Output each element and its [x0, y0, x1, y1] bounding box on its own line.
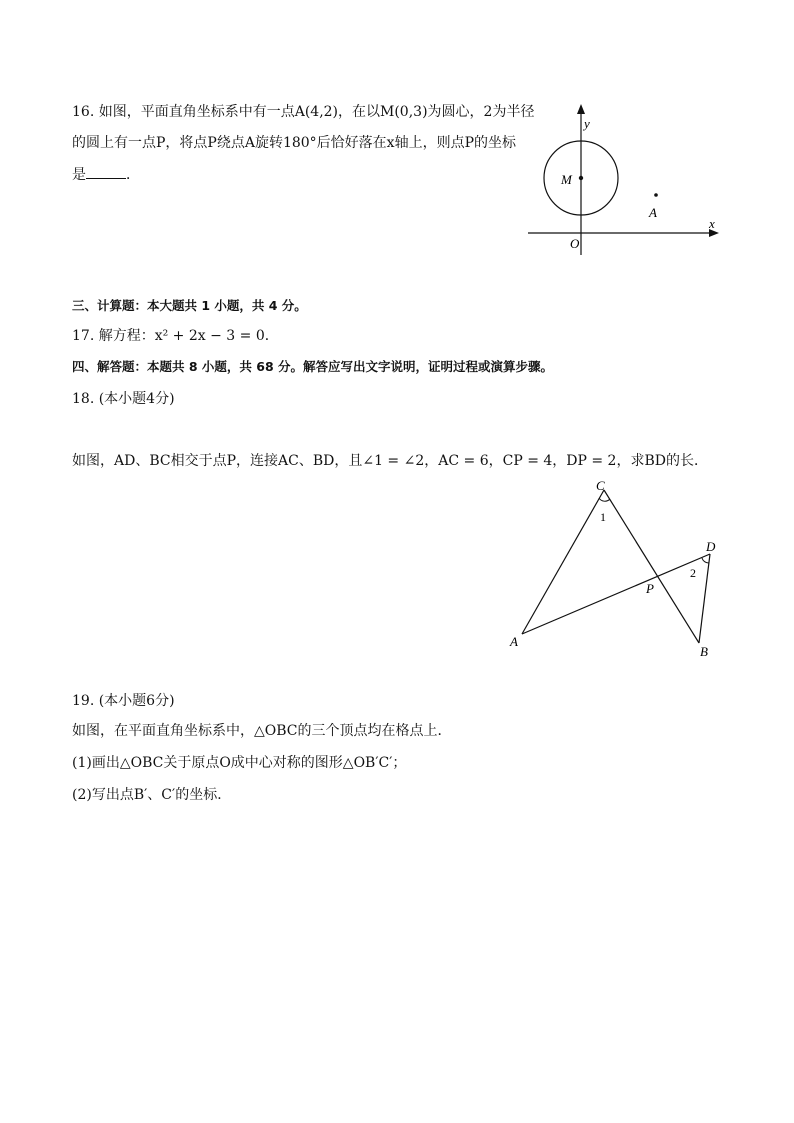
label-a-18: A — [510, 634, 518, 649]
q16-line-3 — [72, 164, 140, 185]
q16-line-3-suffix: ． — [126, 167, 140, 183]
q19-part-1: (1)画出△OBC关于原点O成中心对称的图形△OB′C′； — [72, 755, 407, 771]
label-m: M — [561, 172, 572, 187]
q18-figure — [500, 476, 730, 666]
segment-ac — [522, 490, 604, 634]
section-4-heading: 四、解答题：本题共 8 小题，共 68 分。解答应写出文字说明，证明过程或演算步骤。 — [72, 359, 554, 374]
q18-text: 如图，AD、BC相交于点P，连接AC、BD，且∠1 = ∠2，AC = 6，CP = 4，DP = 2，求BD的长． — [72, 453, 708, 469]
y-axis-arrow — [577, 104, 585, 114]
label-b: B — [700, 644, 708, 659]
label-y: y — [584, 116, 590, 131]
q19-part-2: (2)写出点B′、C′的坐标． — [72, 787, 232, 803]
segment-db — [699, 554, 710, 643]
angle-1-arc — [599, 498, 610, 501]
segment-cb — [604, 490, 699, 643]
label-o: O — [570, 236, 580, 251]
q16-line-3-prefix: 是 — [72, 167, 86, 183]
q16-line-1: 16. 如图，平面直角坐标系中有一点A(4,2)，在以M(0,3)为圆心，2为半径 — [72, 104, 535, 120]
label-x: x — [709, 216, 715, 231]
label-d: D — [706, 539, 716, 554]
label-angle-2: 2 — [690, 566, 696, 580]
angle-2-arc — [702, 558, 709, 563]
section-3-heading: 三、计算题：本大题共 1 小题，共 4 分。 — [72, 298, 307, 313]
answer-blank[interactable] — [86, 164, 126, 179]
point-m — [579, 176, 583, 180]
q16-line-2: 的圆上有一点P，将点P绕点A旋转180°后恰好落在x轴上，则点P的坐标 — [72, 135, 516, 151]
q16-figure — [520, 100, 730, 260]
q18-header: 18. (本小题4分) — [72, 391, 175, 407]
segment-ad — [522, 554, 710, 634]
q17-text: 17. 解方程：x² + 2x − 3 = 0． — [72, 328, 279, 344]
q19-header: 19. (本小题6分) — [72, 693, 175, 709]
q19-text: 如图，在平面直角坐标系中，△OBC的三个顶点均在格点上． — [72, 723, 452, 739]
label-p: P — [646, 581, 654, 596]
label-angle-1: 1 — [600, 510, 606, 524]
label-c: C — [596, 478, 605, 493]
label-a: A — [649, 205, 657, 220]
point-a — [654, 193, 658, 197]
